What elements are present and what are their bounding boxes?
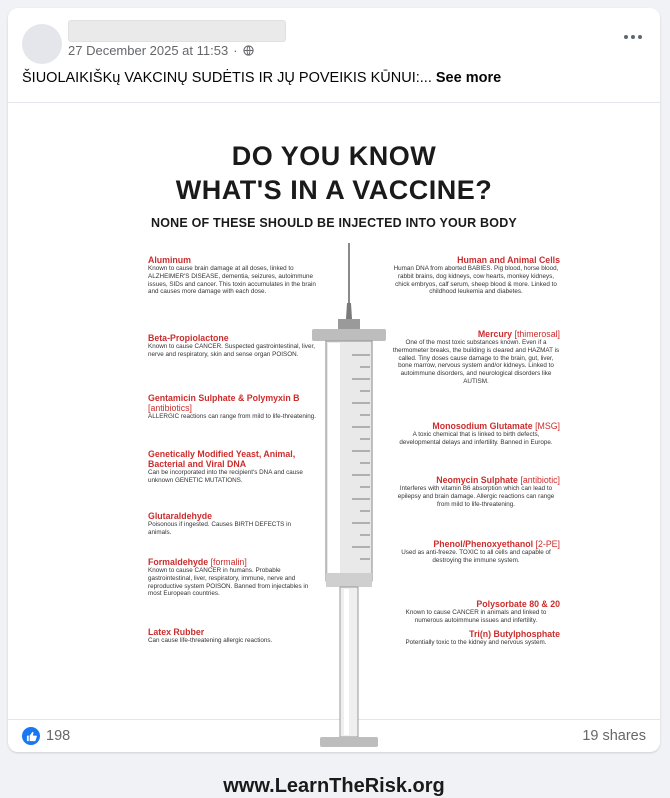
ingredient-item xyxy=(148,333,316,359)
infographic-url: www.LearnTheRisk.org xyxy=(223,775,445,797)
ingredient-tag: [MSG] xyxy=(535,421,560,431)
infographic-title-line2: WHAT'S IN A VACCINE? xyxy=(175,175,493,205)
ingredient-title xyxy=(148,627,316,637)
reactions[interactable] xyxy=(22,727,70,745)
ingredient-name: Monosodium Glutamate xyxy=(432,421,533,431)
infographic-subtitle: NONE OF THESE SHOULD BE INJECTED INTO YOUR BODY xyxy=(151,216,517,230)
ingredient-item xyxy=(148,557,316,598)
ingredient-title xyxy=(392,475,560,485)
ingredient-item xyxy=(392,475,560,508)
meta-separator: · xyxy=(233,43,238,58)
ingredient-item xyxy=(392,255,560,296)
ingredient-title xyxy=(392,539,560,549)
ingredient-tag: [formalin] xyxy=(210,557,247,567)
ingredient-description: Human DNA from aborted BABIES. Pig blood, horse blood, rabbit brains, dog kidneys, cow hearts, monkey kidneys, chick embryos, calf serum, sheep blood & more. Linked to childhood leukemia and diabetes. xyxy=(393,265,559,296)
ingredient-title xyxy=(148,333,316,343)
ingredient-item xyxy=(148,255,316,296)
ingredient-name: Polysorbate 80 & 20 xyxy=(476,599,560,609)
ingredient-title xyxy=(392,599,560,609)
ingredient-title xyxy=(148,393,316,413)
more-options-icon[interactable] xyxy=(622,30,644,44)
ingredient-name: Tri(n) Butylphosphate xyxy=(469,629,560,639)
ingredient-item xyxy=(148,393,316,421)
ingredient-name: Mercury xyxy=(477,329,513,339)
post-stats xyxy=(22,726,646,746)
ingredient-name: Latex Rubber xyxy=(148,627,205,637)
ingredient-description: Can be incorporated into the recipient's DNA and cause unknown GENETIC MUTATIONS. xyxy=(148,469,303,484)
ingredient-name: Gentamicin Sulphate & Polymyxin B xyxy=(148,393,300,403)
ingredient-name: Human and Animal Cells xyxy=(457,255,560,265)
ingredient-description: Potentially toxic to the kidney and nervous system. xyxy=(405,639,547,646)
ingredient-tag: [thimerosal] xyxy=(514,329,560,339)
ingredient-item xyxy=(392,539,560,565)
ingredient-description: Can cause life-threatening allergic reactions. xyxy=(148,637,273,644)
ingredient-title xyxy=(148,449,316,469)
ingredient-item xyxy=(148,449,316,485)
ingredient-title xyxy=(392,421,560,431)
ingredient-title xyxy=(148,557,316,567)
post-body: ŠIUOLAIKIŠKų VAKCINŲ SUDĖTIS IR JŲ POVEIKIS KŪNUI:... xyxy=(22,70,432,86)
ingredient-title xyxy=(392,629,560,639)
ingredient-description: ALLERGIC reactions can range from mild to life-threatening. xyxy=(148,413,316,420)
share-count[interactable]: 19 shares xyxy=(582,728,646,744)
ingredient-item xyxy=(148,511,316,537)
ingredient-description: Known to cause CANCER in humans. Probable gastrointestinal, liver, respiratory, immune, nerve and reproductive system POISON. Banned from injectables in most European countries. xyxy=(148,567,309,598)
author-name-redacted[interactable] xyxy=(68,20,286,42)
like-icon xyxy=(22,727,40,745)
ingredient-title xyxy=(392,255,560,265)
ingredient-description: Known to cause brain damage at all doses, linked to ALZHEIMER'S DISEASE, dementia, seizures, autoimmune issues, SIDs and cancer. This toxin accumulates in the brain and causes more damage with each dose. xyxy=(148,265,316,296)
ingredient-title xyxy=(148,255,316,265)
globe-icon xyxy=(243,45,254,56)
post-card xyxy=(8,8,660,797)
ingredient-item xyxy=(148,627,316,645)
ingredient-description: Known to cause CANCER in animals and linked to numerous autoimmune issues and infertility. xyxy=(405,609,547,624)
see-more-link[interactable]: See more xyxy=(435,70,502,86)
ingredient-name: Beta-Propiolactone xyxy=(148,333,229,343)
post-meta xyxy=(68,43,254,58)
ingredient-description: Poisonous if ingested. Causes BIRTH DEFECTS in animals. xyxy=(148,521,292,536)
ingredient-name: Genetically Modified Yeast, Animal, Bacterial and Viral DNA xyxy=(148,449,296,469)
post-date[interactable]: 27 December 2025 at 11:53 xyxy=(68,43,229,58)
ingredient-name: Neomycin Sulphate xyxy=(436,475,518,485)
ingredient-item xyxy=(392,421,560,447)
ingredient-description: Known to cause CANCER. Suspected gastrointestinal, liver, nerve and respiratory, skin and sense organ POISON. xyxy=(148,343,315,358)
ingredient-title xyxy=(392,329,560,339)
ingredient-tag: [antibiotics] xyxy=(148,403,193,413)
ingredient-item xyxy=(392,329,560,386)
post-text xyxy=(22,70,501,86)
ingredient-description: Interferes with vitamin B6 absorption which can lead to epilepsy and brain damage. Allergic reactions can range from mild to life-threatening. xyxy=(397,485,555,508)
ingredient-name: Glutaraldehyde xyxy=(148,511,213,521)
ingredient-tag: [2-PE] xyxy=(535,539,560,549)
ingredient-name: Aluminum xyxy=(148,255,192,265)
infographic-title-line1: DO YOU KNOW xyxy=(231,141,437,171)
ingredient-name: Formaldehyde xyxy=(148,557,209,567)
ingredient-name: Phenol/Phenoxyethanol xyxy=(433,539,534,549)
ingredient-item xyxy=(392,599,560,625)
ingredient-description: A toxic chemical that is linked to birth defects, developmental delays and infertility. Banned in Europe. xyxy=(399,431,553,446)
avatar[interactable] xyxy=(22,24,62,64)
ingredient-title xyxy=(148,511,316,521)
ingredient-description: One of the most toxic substances known. Even if a thermometer breaks, the building is cleared and HAZMAT is called. Tiny doses cause damage to the brain, gut, liver, bone marrow, nervous system and/or kidneys. Linked to autoimmune disorders, and neurological disorders like AUTISM. xyxy=(392,339,560,385)
ingredient-item xyxy=(392,629,560,647)
ingredient-tag: [antibiotic] xyxy=(520,475,560,485)
ingredient-description: Used as anti-freeze. TOXIC to all cells and capable of destroying the immune system. xyxy=(401,549,551,564)
like-count: 198 xyxy=(46,728,71,744)
syringe-illustration xyxy=(304,243,394,753)
